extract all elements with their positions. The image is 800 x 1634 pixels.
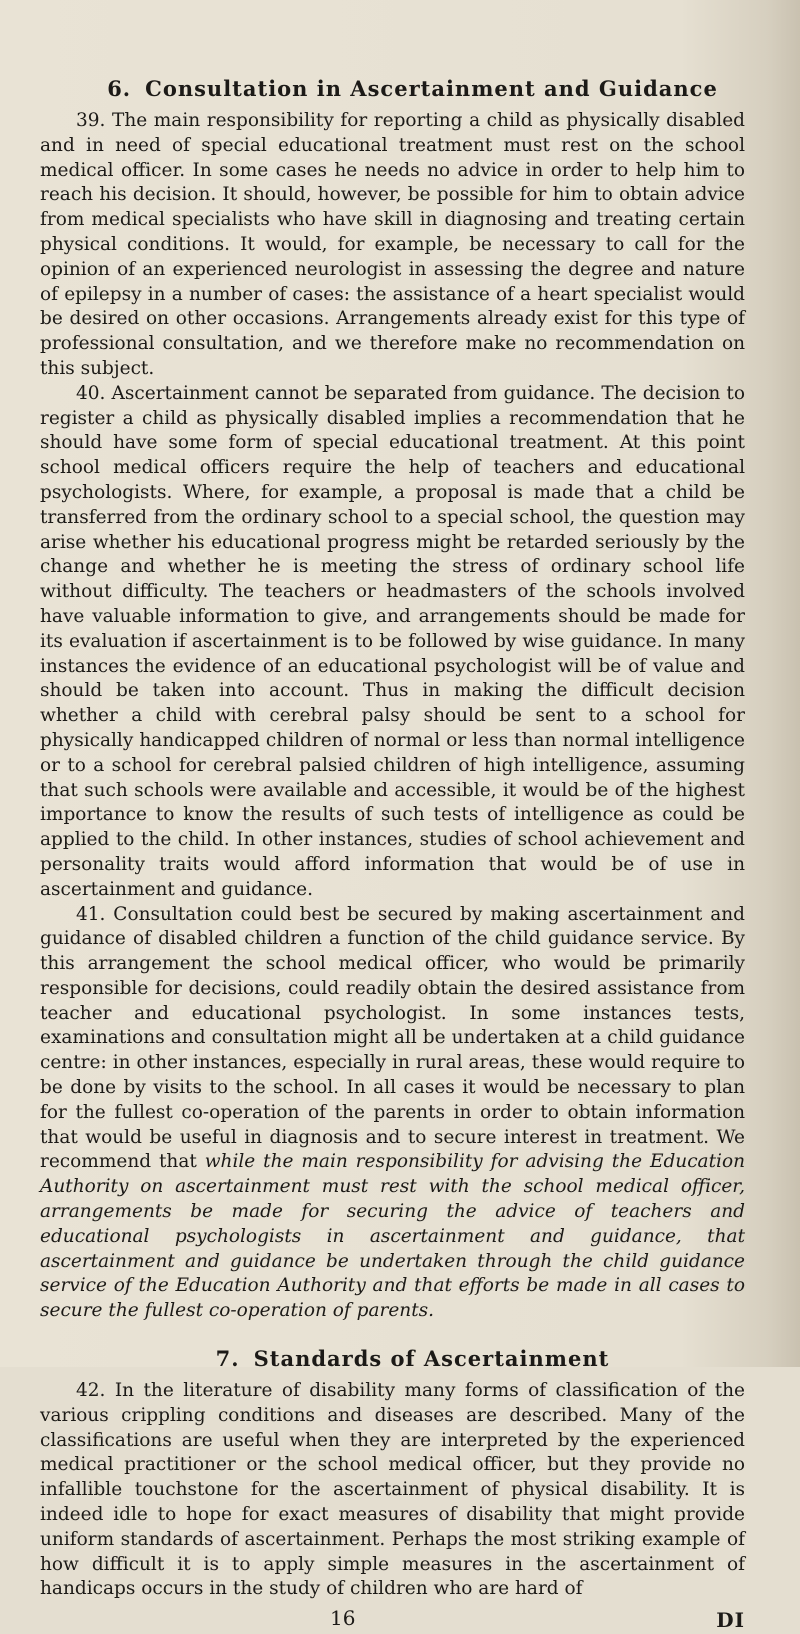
printer-signature: DI (716, 1608, 745, 1633)
section-7-number: 7. (215, 1346, 240, 1372)
section-7 (40, 1346, 745, 1602)
page-content (40, 76, 745, 1634)
section-6-heading (40, 76, 745, 101)
paragraph-39: 39. The main responsibility for reporting a child as physically disabled and in need of special educational treatment must rest on the school medical officer. In some cases he needs no advice in order to help him to reach his decision. It should, however, be possible for him to obtain advice from medical specialists who have skill in diagnosing and treating certain physical conditions. It would, for example, be necessary to call for the opinion of an experienced neurologist in assessing the degree and nature of epilepsy in a number of cases: the assistance of a heart specialist would be desired on other occasions. Arrangements already exist for this type of professional consultation, and we therefore make no recommendation on this subject. (40, 110, 745, 379)
section-6-title: Consultation in Ascertainment and Guidance (145, 76, 718, 101)
section-6-number: 6. (107, 76, 132, 101)
page-footer (40, 1606, 745, 1634)
paragraph-40: 40. Ascertainment cannot be separated from guidance. The decision to register a child as physically disabled implies a recommendation that he should have some form of special educational treatment. At this point school medical officers require the help of teachers and educational psychologists. Where, for example, a proposal is made that a child be transferred from the ordinary school to a special school, the question may arise whether his educational progress might be retarded seriously by the change and whether he is meeting the stress of ordinary school life without difficulty. The teachers or headmasters of the schools involved have valuable information to give, and arrangements should be made for its evaluation if ascertainment is to be followed by wise guidance. In many instances the evidence of an educational psychologist will be of value and should be taken into account. Thus in making the difficult decision whether a child with cerebral palsy should be sent to a school for physically handicapped children of normal or less than normal intelligence or to a school for cerebral palsied children of high intelligence, assuming that such schools were available and accessible, it would be of the highest importance to know the results of such tests of intelligence as could be applied to the child. In other instances, studies of school achievement and personality traits would afford information that would be of use in ascertainment and guidance. (40, 382, 745, 900)
section-7-title: Standards of Ascertainment (253, 1346, 610, 1372)
paragraph-42: 42. In the literature of disability many forms of classification of the various crippling conditions and diseases are described. Many of the classifications are useful when they are interpreted by the experienced medical practitioner or the school medical officer, but they provide no infallible touchstone for the ascertainment of physical disability. It is indeed idle to hope for exact measures of disability that might provide uniform standards of ascertainment. Perhaps the most striking example of how difficult it is to apply simple measures in the ascertainment of handicaps occurs in the study of children who are hard of (40, 1380, 745, 1600)
section-7-heading (40, 1346, 745, 1371)
page-number: 16 (330, 1606, 356, 1631)
paragraph-41-recommendation: while the main responsibility for advising the Education Authority on ascertainment must rest with the school medical officer, arrangements be made for securing the advice of teachers and educational psychologists in ascertainment and guidance, that ascertainment and guidance be undertaken through the child guidance service of the Education Authority and that efforts be made in all cases to secure the fullest co-operation of parents. (40, 1151, 745, 1322)
paragraph-41 (40, 903, 745, 1325)
paragraph-41-text: 41. Consultation could best be secured by making ascertainment and guidance of disabled children a function of the child guidance service. By this arrangement the school medical officer, who would be primarily responsible for decisions, could readily obtain the desired assistance from teacher and educational psychologist. In some instances tests, examinations and consultation might all be undertaken at a child guidance centre: in other instances, especially in rural areas, these would require to be done by visits to the school. In all cases it would be necessary to plan for the fullest co-operation of the parents in order to obtain information that would be useful in diagnosis and to secure interest in treatment. We recommend that (40, 903, 745, 1173)
